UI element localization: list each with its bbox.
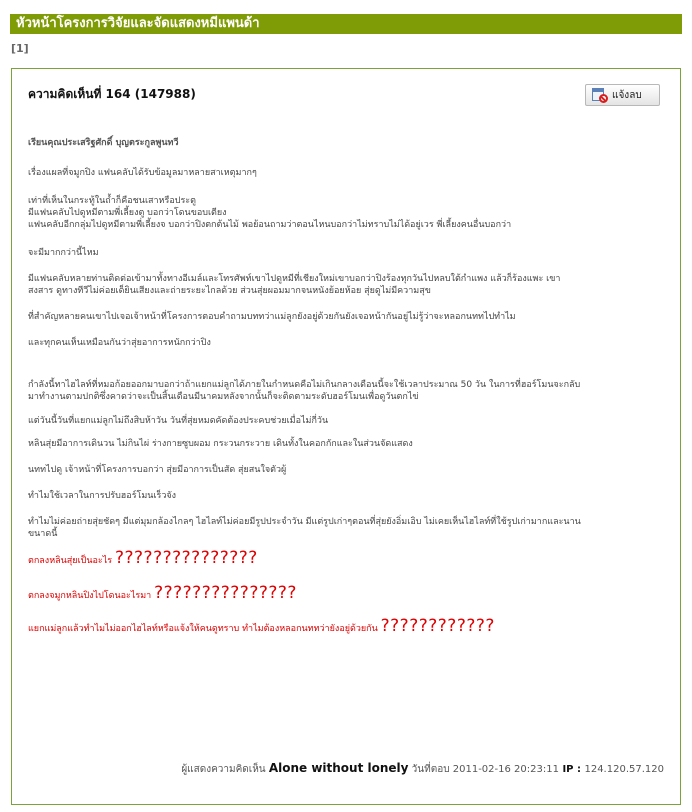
comment-paragraph: และทุกคนเห็นเหมือนกันว่าสุ่ยอาการหนักกว่าปิง [28,338,211,348]
page-title: หัวหน้าโครงการวิจัยและจัดแสดงหมีแพนด้า [10,14,682,34]
comment-paragraph: แต่วันนี้วันที่แยกแม่ลูกไม่ถึงสิบห้าวัน วันที่สุ่ยหมดคัดต้องประคบช่วยเมื่อไม่กี่วัน [28,416,329,426]
question-line: แยกแม่ลูกแล้วทำไมไม่ออกไฮไลท์หรือแจ้งให้คนดูทราบ ทำไมต้องหลอกนททว่ายังอยู่ด้วยกัน ???????????? [28,616,495,636]
comment-paragraph: กำลังนี้ทาไฮไลท์ที่หมอก้อยออกมาบอกว่าถ้าแยกแม่ลูกได้ภายในกำหนดคือไม่เกินกลางเดือนนี้จะใช้เวลาประมาณ 50 วัน ในการที่ฮอร์โมนจะกลับมาทำงานตามปกติซึ่งคาดว่าจะเป็นสิ้นเดือนมีนาคมหลังจากนั้นก็จะติดตามระดับฮอร์โมนเพื่อดูวันตกไข่ [28,380,581,402]
comment-paragraph: ที่สำคัญหลายคนเขาไปเจอเจ้าหน้าที่โครงการตอบคำถามบททว่าแม่ลูกยังอยู่ด้วยกันยังเจอหน้ากันอยู่ไม่รู้ว่าจะหลอกนททไปทำไม [28,312,516,322]
comment-paragraph: ทำไมใช้เวลาในการปรับฮอร์โมนเร็วจัง [28,491,177,501]
comment-date: 2011-02-16 20:23:11 [452,764,559,775]
comment-paragraph: หลินสุ่ยมีอาการเดินวน ไม่กินไผ่ ร่างกายซูบผอม กระวนกระวาย เดินทั้งในคอกกักและในส่วนจัดแสดง [28,439,413,449]
comment-paragraph: มีแฟนคลับหลายท่านติดต่อเข้ามาทั้งทางอีเมล์และโทรศัพท์เขาไปดูหมีที่เชียงใหม่เขาบอกว่าปิงร้องทุกวันไปหลบใต้กำแพง แล้วก็ร้องแพะ เขาสงสาร ดูทางทีวีไม่ค่อยเด็ยินเสียงและถ่ายระยะไกลด้วย ส่วนสุ่ยผอมมากจนหนังย้อยห้อย สุ่ยดูไม่มีความสุข [28,274,561,296]
report-delete-button[interactable] [585,84,660,106]
report-button-label: แจ้งลบ [612,89,642,101]
comment-paragraph: เท่าที่เห็นในกระทู้ในถ้ำก็คือชนเสาหรือประตู มีแฟนคลับไปดูหมีตามพี่เลี้ยงตู บอกว่าโดนขอบเตียง แฟนคลับอีกกลุ่มไปดูหมีตามพี่เลี้ยงจ บอกว่าปิงตกต้นไม้ พอย้อนถามว่าตอนไหนบอกว่าไม่ทราบไม่ได้อยู่เวร พี่เลี้ยงคนอื่นบอกว่า [28,196,512,230]
question-line: ตกลงจมูกหลินปิงไปโดนอะไรมา ??????????????? [28,583,297,603]
comment-body [28,137,583,635]
question-line: ตกลงหลินสุ่ยเป็นอะไร ??????????????? [28,548,258,568]
comment-header: ความคิดเห็นที่ 164 (147988) [28,87,196,101]
comment-footer: ผู้แสดงความคิดเห็น Alone without lonely วันที่ตอบ 2011-02-16 20:23:11 IP : 124.120.57.120 [181,761,664,775]
comment-box [11,68,681,805]
page-number-link[interactable]: [1] [11,42,29,55]
comment-recipient: เรียนคุณประเสริฐศักดิ์ บุญตระกูลพูนทวี [28,138,179,148]
comment-paragraph: นททไปดู เจ้าหน้าที่โครงการบอกว่า สุ่ยมีอาการเป็นสัด สุ่ยสนใจตัวผู้ [28,465,287,475]
comment-paragraph: ทำไมไม่ค่อยถ่ายสุ่ยชัดๆ มีแต่มุมกล้องไกลๆ ไฮไลท์ไม่ค่อยมีรูปประจำวัน มีแต่รูปเก่าๆตอนที่สุ่ยยังอิ่มเอิบ ไม่เคยเห็นไฮไลท์ที่ใช้รูปเก่ามากและนานขนาดนี้ [28,517,581,539]
comment-author: Alone without lonely [268,761,409,775]
comment-ip: 124.120.57.120 [584,764,664,775]
comment-paragraph: จะมีมากกว่านี้ไหม [28,248,99,258]
comment-paragraph: เรื่องแผลที่จมูกปิง แฟนคลับได้รับข้อมูลมาหลายสาเหตุมากๆ [28,168,257,178]
report-icon [592,87,608,103]
